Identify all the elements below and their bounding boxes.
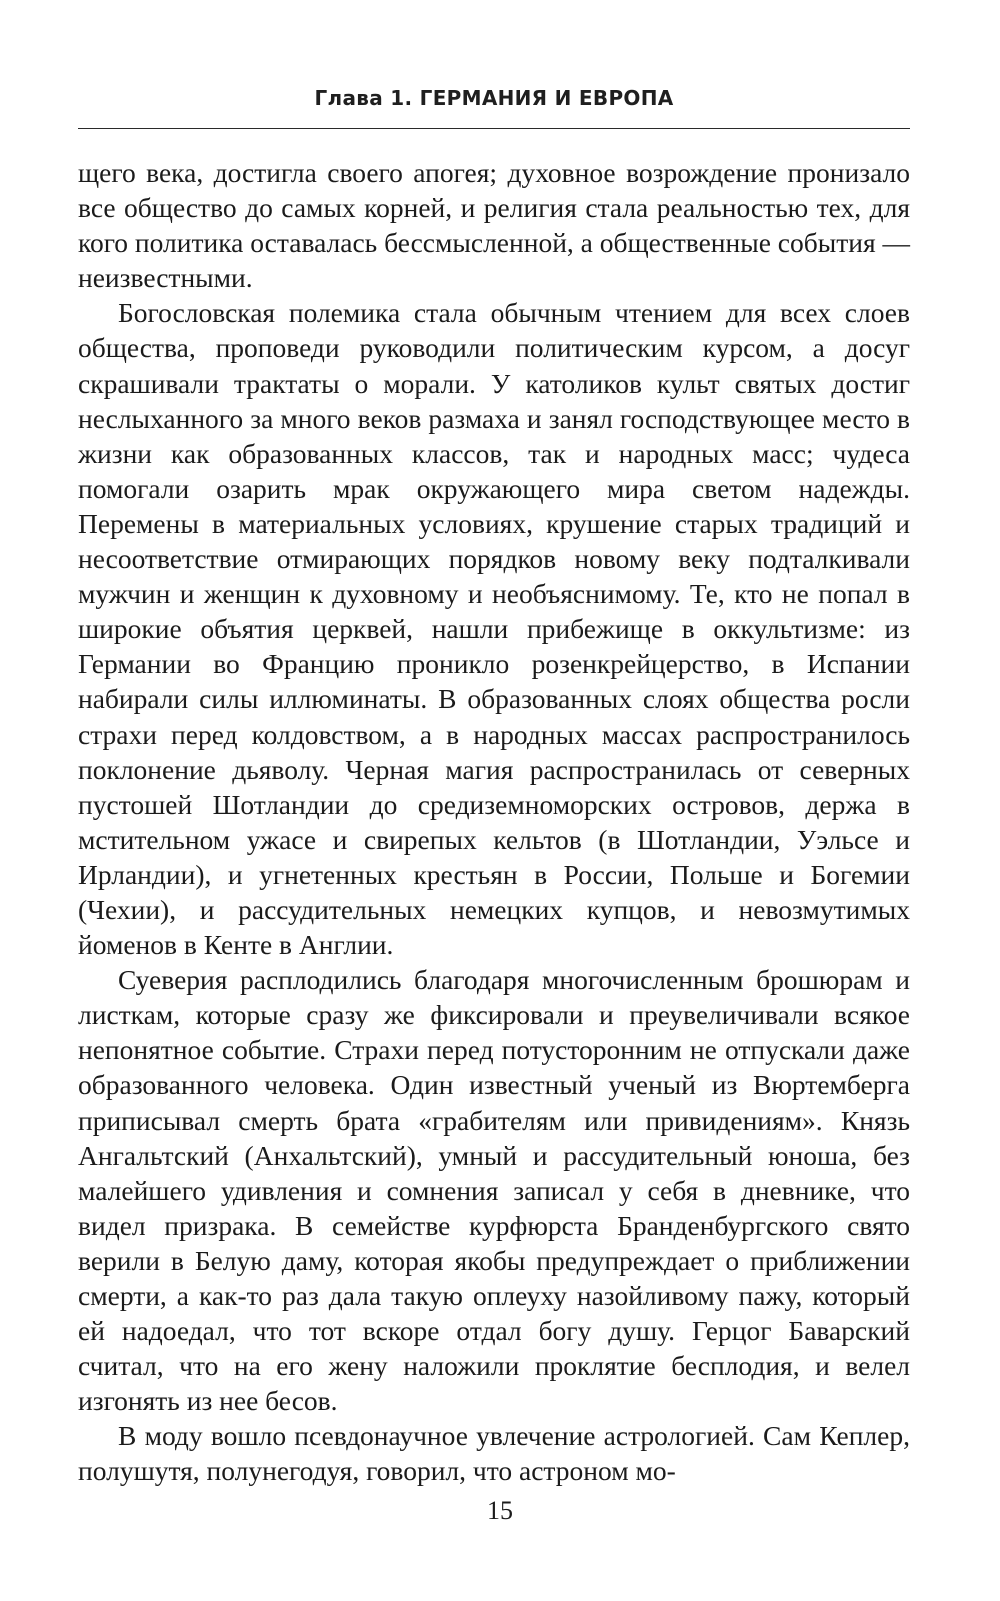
header-rule <box>78 128 910 129</box>
paragraph-1: щего века, достигла своего апогея; духовное возрождение пронизало все общество до самых корней, и религия стала реальностью тех, для кого политика оставалась бессмысленной, а общественные события — неизвестными. <box>78 157 910 294</box>
running-head-title: Глава 1. ГЕРМАНИЯ И ЕВРОПА <box>314 86 674 110</box>
paragraph-4: В моду вошло псевдонаучное увлечение астрологией. Сам Кеплер, полушутя, полунегодуя, говорил, что астроном мо- <box>78 1420 910 1487</box>
body-text <box>78 155 910 1489</box>
paragraph-2: Богословская полемика стала обычным чтением для всех слоев общества, проповеди руководили политическим курсом, а досуг скрашивали трактаты о морали. У католиков культ святых достиг неслыханного за много веков размаха и занял господствующее место в жизни как образованных классов, так и народных масс; чудеса помогали озарить мрак окружающего мира светом надежды. Перемены в материальных условиях, крушение старых традиций и несоответствие отмирающих порядков новому веку подталкивали мужчин и женщин к духовному и необъяснимому. Те, кто не попал в широкие объятия церквей, нашли прибежище в оккультизме: из Германии во Францию проникло розенкрейцерство, в Испании набирали силы иллюминаты. В образованных слоях общества росли страхи перед колдовством, а в народных массах распространилось поклонение дьяволу. Черная магия распространилась от северных пустошей Шотландии до средиземноморских островов, держа в мстительном ужасе и свирепых кельтов (в Шотландии, Уэльсе и Ирландии), и угнетенных крестьян в России, Польше и Богемии (Чехии), и рассудительных немецких купцов, и невозмутимых йоменов в Кенте в Англии. <box>78 297 910 961</box>
paragraph-3: Суеверия расплодились благодаря многочисленным брошюрам и листкам, которые сразу же фиксировали и преувеличивали всякое непонятное событие. Страхи перед потусторонним не отпускали даже образованного человека. Один известный ученый из Вюртемберга приписывал смерть брата «грабителям или привидениям». Князь Ангальтский (Анхальтский), умный и рассудительный юноша, без малейшего удивления и сомнения записал у себя в дневнике, что видел призрака. В семействе курфюрста Бранденбургского свято верили в Белую даму, которая якобы предупреждает о приближении смерти, а как-то раз дала такую оплеуху назойливому пажу, который ей надоедал, что тот вскоре отдал богу душу. Герцог Баварский считал, что на его жену наложили проклятие бесплодия, и велел изгонять из нее бесов. <box>78 964 910 1417</box>
page-number: 15 <box>487 1496 513 1525</box>
